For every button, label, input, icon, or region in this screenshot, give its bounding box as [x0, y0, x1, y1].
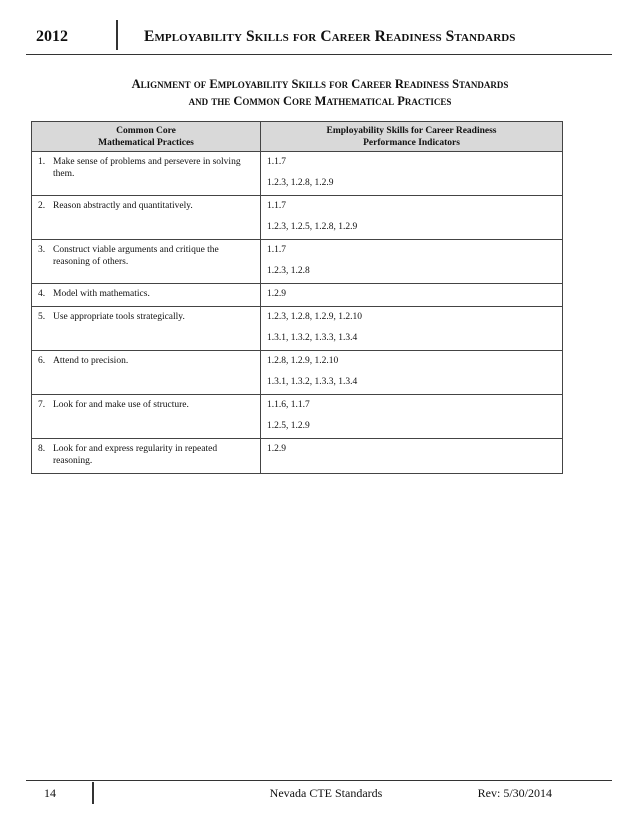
practice-number: 7. — [38, 400, 46, 410]
alignment-table — [31, 121, 563, 474]
column-header-indicators-line-1: Employability Skills for Career Readiness — [326, 125, 497, 136]
column-header-practices-line-1: Common Core — [116, 125, 176, 136]
indicator-line: 1.2.8, 1.2.9, 1.2.10 — [267, 356, 339, 366]
table-row — [32, 439, 563, 474]
page-number: 14 — [44, 786, 56, 800]
table-header-row — [32, 122, 563, 152]
page-header — [26, 20, 612, 56]
table-row — [32, 196, 563, 240]
practice-cell — [32, 240, 261, 284]
header-divider — [116, 20, 118, 50]
practice-text: Attend to precision. — [53, 356, 129, 366]
indicators-cell — [261, 152, 563, 196]
practice-text: Make sense of problems and persevere in solving them. — [53, 157, 241, 179]
table-row — [32, 284, 563, 307]
header-rule — [26, 54, 612, 55]
table-row — [32, 240, 563, 284]
practice-cell — [32, 307, 261, 351]
header-title: Employability Skills for Career Readiness Standards — [144, 28, 516, 45]
indicator-line: 1.2.5, 1.2.9 — [267, 421, 310, 431]
practice-number: 8. — [38, 444, 46, 454]
practice-text: Construct viable arguments and critique the reasoning of others. — [53, 245, 219, 267]
table-row — [32, 395, 563, 439]
practice-number: 2. — [38, 201, 46, 211]
practice-cell — [32, 284, 261, 307]
indicators-cell — [261, 196, 563, 240]
practice-text: Use appropriate tools strategically. — [53, 312, 185, 322]
table-row — [32, 351, 563, 395]
practice-number: 6. — [38, 356, 46, 366]
practice-text: Reason abstractly and quantitatively. — [53, 201, 193, 211]
page-footer — [26, 780, 612, 806]
document-title — [30, 76, 610, 110]
document-title-line-2: and the Common Core Mathematical Practices — [188, 94, 452, 108]
practice-cell — [32, 196, 261, 240]
practice-number: 3. — [38, 245, 46, 255]
column-header-indicators — [261, 122, 563, 152]
indicators-cell — [261, 395, 563, 439]
header-year: 2012 — [36, 28, 68, 45]
indicator-line: 1.1.7 — [267, 245, 286, 255]
indicator-line: 1.1.6, 1.1.7 — [267, 400, 310, 410]
indicator-line: 1.2.3, 1.2.5, 1.2.8, 1.2.9 — [267, 222, 358, 232]
indicators-cell — [261, 307, 563, 351]
indicator-line: 1.2.9 — [267, 444, 286, 454]
practice-cell — [32, 152, 261, 196]
indicator-line: 1.3.1, 1.3.2, 1.3.3, 1.3.4 — [267, 333, 358, 343]
indicator-line: 1.2.3, 1.2.8, 1.2.9 — [267, 178, 334, 188]
indicator-line: 1.1.7 — [267, 201, 286, 211]
revision-date: Rev: 5/30/2014 — [477, 786, 552, 800]
footer-divider — [92, 782, 94, 804]
column-header-practices-line-2: Mathematical Practices — [98, 137, 194, 148]
document-title-line-1: Alignment of Employability Skills for Career Readiness Standards — [131, 77, 509, 91]
practice-cell — [32, 351, 261, 395]
indicators-cell — [261, 351, 563, 395]
table-body — [32, 152, 563, 474]
indicators-cell — [261, 439, 563, 474]
footer-rule — [26, 780, 612, 781]
footer-center-text: Nevada CTE Standards — [269, 786, 383, 800]
practice-number: 4. — [38, 289, 46, 299]
practice-text: Look for and make use of structure. — [53, 400, 189, 410]
indicator-line: 1.2.3, 1.2.8, 1.2.9, 1.2.10 — [267, 312, 362, 322]
column-header-indicators-line-2: Performance Indicators — [363, 137, 460, 148]
table-row — [32, 152, 563, 196]
indicator-line: 1.2.3, 1.2.8 — [267, 266, 310, 276]
practice-text: Model with mathematics. — [53, 289, 150, 299]
column-header-practices — [32, 122, 261, 152]
practice-cell — [32, 439, 261, 474]
practice-cell — [32, 395, 261, 439]
indicator-line: 1.3.1, 1.3.2, 1.3.3, 1.3.4 — [267, 377, 358, 387]
indicators-cell — [261, 240, 563, 284]
table-row — [32, 307, 563, 351]
practice-text: Look for and express regularity in repeated reasoning. — [53, 444, 218, 466]
indicator-line: 1.2.9 — [267, 289, 286, 299]
practice-number: 5. — [38, 312, 46, 322]
indicators-cell — [261, 284, 563, 307]
practice-number: 1. — [38, 157, 46, 167]
indicator-line: 1.1.7 — [267, 157, 286, 167]
